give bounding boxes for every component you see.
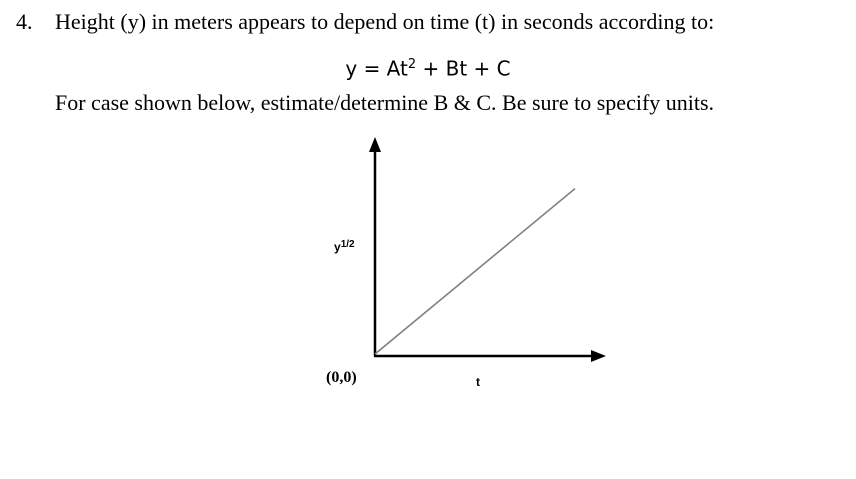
problem-number: 4. [16, 9, 33, 34]
y-axis-label [334, 239, 355, 254]
data-line [375, 189, 575, 354]
instruction-text: For case shown below, estimate/determine B & C. Be sure to specify units. [55, 90, 715, 115]
y-axis-label-base: y [334, 240, 341, 254]
equation-exponent: 2 [407, 57, 417, 72]
x-axis-label: t [476, 375, 480, 389]
y-axis-label-exponent: 1/2 [340, 239, 355, 250]
x-axis-arrow [591, 350, 606, 362]
equation-rhs: + Bt + C [416, 56, 511, 81]
y-axis-arrow [369, 137, 381, 152]
equation-lhs: y = At [345, 56, 408, 81]
problem-statement: Height (y) in meters appears to depend on time (t) in seconds according to: [55, 9, 715, 34]
origin-label: (0,0) [326, 369, 357, 386]
